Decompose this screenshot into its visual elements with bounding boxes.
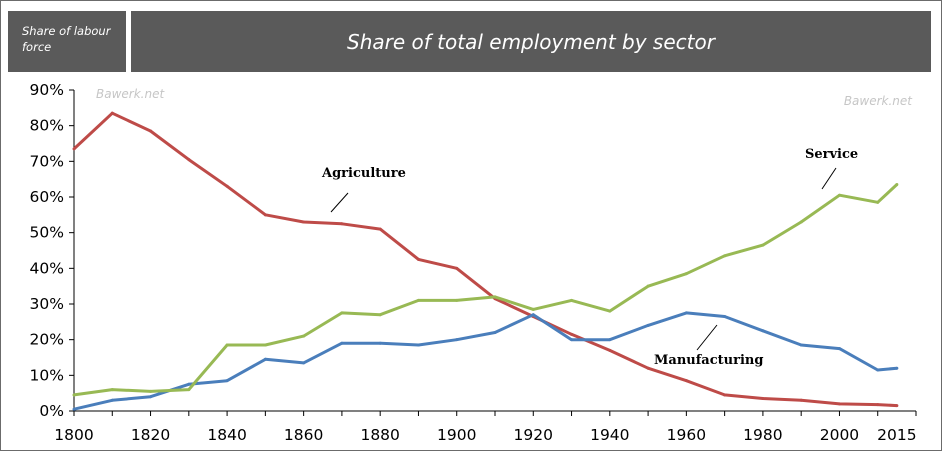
service-point <box>379 313 382 316</box>
service-point <box>570 299 573 302</box>
service-point <box>494 295 497 298</box>
y-tick-label: 80% <box>29 116 64 135</box>
agriculture-point <box>340 222 343 225</box>
y-tick-label: 20% <box>29 330 64 349</box>
service-point <box>800 220 803 223</box>
y-tick-label: 30% <box>29 295 64 313</box>
agriculture-point <box>685 379 688 382</box>
service-point <box>417 299 420 302</box>
y-tick-label: 70% <box>29 152 64 171</box>
x-tick-label: 1880 <box>360 426 400 444</box>
service-point <box>73 393 76 396</box>
manufacturing-point <box>149 395 152 398</box>
service-point <box>187 388 190 391</box>
manufacturing-point <box>302 361 305 364</box>
service-point <box>340 311 343 314</box>
manufacturing-point <box>264 358 267 361</box>
x-tick-label: 1960 <box>666 426 707 444</box>
manufacturing-point <box>532 313 535 316</box>
service-point <box>302 335 305 338</box>
agriculture-point <box>570 333 573 336</box>
x-tick-label: 1940 <box>590 426 630 444</box>
manufacturing-point <box>187 383 190 386</box>
agriculture-point <box>838 402 841 405</box>
manufacturing-point <box>895 367 898 370</box>
manufacturing-point <box>111 399 114 402</box>
manufacturing-annotation-label: Manufacturing <box>654 353 764 368</box>
manufacturing-annotation-leader <box>697 325 717 350</box>
manufacturing-point <box>838 347 841 350</box>
manufacturing-point <box>876 368 879 371</box>
agriculture-point <box>226 185 229 188</box>
service-point <box>111 388 114 391</box>
agriculture-point <box>608 349 611 352</box>
x-tick-label: 2015 <box>877 426 917 444</box>
manufacturing-point <box>340 342 343 345</box>
service-point <box>532 308 535 311</box>
agriculture-point <box>455 267 458 270</box>
agriculture-point <box>723 393 726 396</box>
agriculture-point <box>379 228 382 231</box>
manufacturing-point <box>226 379 229 382</box>
x-tick-label: 1800 <box>54 426 94 444</box>
manufacturing-point <box>417 344 420 347</box>
service-point <box>685 272 688 275</box>
agriculture-point <box>264 213 267 216</box>
agriculture-line <box>74 113 897 405</box>
watermark-right: Bawerk.net <box>843 94 912 108</box>
manufacturing-point <box>608 338 611 341</box>
service-point <box>226 344 229 347</box>
service-point <box>761 244 764 247</box>
y-tick-label: 90% <box>29 81 64 99</box>
x-tick-label: 1920 <box>513 426 553 444</box>
y-tick-label: 50% <box>29 223 64 242</box>
manufacturing-point <box>494 331 497 334</box>
service-point <box>647 285 650 288</box>
y-tick-label: 10% <box>29 366 64 385</box>
manufacturing-point <box>73 408 76 411</box>
y-axis-header-label: Share of labour force <box>8 11 126 72</box>
service-point <box>723 254 726 257</box>
agriculture-point <box>800 399 803 402</box>
manufacturing-point <box>647 324 650 327</box>
service-annotation-leader <box>822 168 836 189</box>
agriculture-point <box>111 112 114 115</box>
x-tick-label: 1860 <box>283 426 324 444</box>
x-tick-label: 1820 <box>130 426 171 444</box>
manufacturing-line <box>74 313 897 409</box>
service-point <box>876 201 879 204</box>
service-point <box>895 183 898 186</box>
manufacturing-point <box>685 311 688 314</box>
agriculture-point <box>876 403 879 406</box>
service-point <box>838 194 841 197</box>
chart-title: Share of total employment by sector <box>131 11 931 72</box>
service-point <box>455 299 458 302</box>
watermark-left: Bawerk.net <box>96 87 165 101</box>
agriculture-point <box>73 147 76 150</box>
manufacturing-point <box>800 344 803 347</box>
y-tick-label: 60% <box>29 188 64 206</box>
agriculture-annotation-label: Agriculture <box>322 166 406 181</box>
manufacturing-point <box>761 329 764 332</box>
agriculture-point <box>895 404 898 407</box>
agriculture-point <box>187 158 190 161</box>
x-tick-label: 1900 <box>437 426 477 444</box>
manufacturing-point <box>379 342 382 345</box>
agriculture-annotation-leader <box>331 193 348 212</box>
y-tick-label: 0% <box>39 402 64 420</box>
agriculture-point <box>149 130 152 133</box>
agriculture-point <box>302 220 305 223</box>
y-tick-label: 40% <box>29 259 64 278</box>
manufacturing-point <box>723 315 726 318</box>
x-tick-label: 1980 <box>743 426 783 444</box>
service-point <box>264 344 267 347</box>
x-tick-label: 1840 <box>207 426 247 444</box>
manufacturing-point <box>455 338 458 341</box>
agriculture-point <box>417 258 420 261</box>
manufacturing-point <box>570 338 573 341</box>
agriculture-point <box>761 397 764 400</box>
x-tick-label: 2000 <box>819 426 860 444</box>
service-annotation-label: Service <box>805 147 859 162</box>
service-point <box>149 390 152 393</box>
agriculture-point <box>647 367 650 370</box>
service-point <box>608 310 611 313</box>
